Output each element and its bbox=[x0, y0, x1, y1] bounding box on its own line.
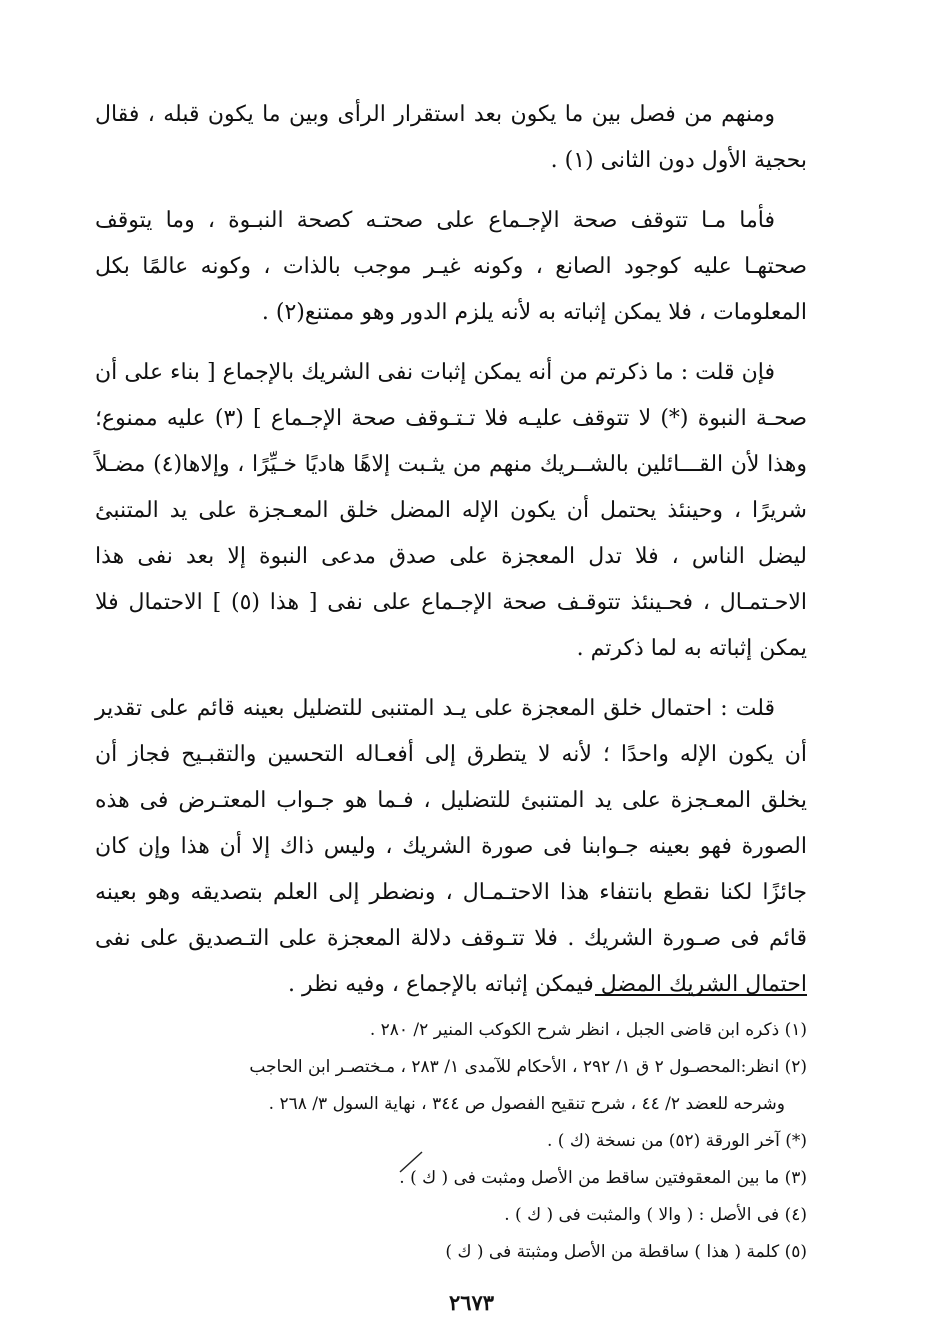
footnote bbox=[95, 1012, 807, 1049]
footnote-continuation: وشرحه للعضد ٢/ ٤٤ ، شرح تنقيح الفصول ص ٣٤٤ ، نهاية السول ٣/ ٢٦٨ . bbox=[268, 1094, 785, 1114]
page-number: ٢٦٧٣ bbox=[448, 1290, 495, 1315]
footnote bbox=[95, 1049, 807, 1123]
main-text bbox=[95, 92, 807, 1022]
footnote-text: (٢) انظر:المحصـول ٢ ق ١/ ٢٩٢ ، الأحكام للآمدى ١/ ٢٨٣ ، مـختصـر ابن الحاجب bbox=[249, 1057, 807, 1077]
footnote-text: (٥) كلمة ( هذا ) ساقطة من الأصل ومثبتة فى ( ك ) bbox=[445, 1242, 807, 1262]
paragraph: فأما مـا تتوقف صحة الإجـماع على صحتـه كصحة النبـوة ، وما يتوقف صحتهـا عليه كوجود الصانع ، وكونه غيـر موجب بالذات ، وكونه عالمًا بكل المعلومات ، فلا يمكن إثباته به لأنه يلزم الدور وهو ممتنع(٢) . bbox=[95, 208, 807, 325]
pen-mark bbox=[398, 1150, 424, 1174]
footnote-separator bbox=[595, 994, 807, 996]
footnote bbox=[95, 1123, 807, 1160]
paragraph: ومنهم من فصل بين ما يكون بعد استقرار الرأى وبين ما يكون قبله ، فقال بحجية الأول دون الثانى (١) . bbox=[95, 102, 807, 173]
footnotes bbox=[95, 1012, 807, 1271]
footnote-text: (١) ذكره ابن قاضى الجبل ، انظر شرح الكوكب المنير ٢/ ٢٨٠ . bbox=[369, 1020, 807, 1040]
footnote-text: (٣) ما بين المعقوفتين ساقط من الأصل ومثبت فى ( ك ) . bbox=[399, 1168, 807, 1188]
footnote bbox=[95, 1160, 807, 1197]
paragraph: فإن قلت : ما ذكرتم من أنه يمكن إثبات نفى الشريك بالإجماع [ بناء على أن صحـة النبوة (*) لا تتوقف عليـه فلا تـتـوقف صحة الإجـماع ] (٣) عليه ممنوع؛ وهذا لأن القـــائلين بالشــريك منهم من يثـبت إلاهًا هاديًا خـيِّرًا ، وإلاها(٤) مضـلاً شريرًا ، وحينئذ يحتمل أن يكون الإله المضل خلق المعـجزة على يد المتنبئ ليضل الناس ، فلا تدل المعجزة على صدق مدعى النبوة إلا بعد نفى هذا الاحـتمـال ، فحـينئذ تتوقـف صحة الإجـماع على نفى [ هذا (٥) ] الاحتمال فلا يمكن إثباته به لما ذكرتم . bbox=[95, 360, 807, 661]
footnote bbox=[95, 1234, 807, 1271]
footnote bbox=[95, 1197, 807, 1234]
paragraph: قلت : احتمال خلق المعجزة على يـد المتنبى للتضليل بعينه قائم على تقدير أن يكون الإله واحدًا ؛ لأنه لا يتطرق إلى أفعـاله التحسين والتقبـيح فجاز أن يخلق المعـجزة على يد المتنبئ للتضليل ، فـما هو جـواب المعتـرض فى هذه الصورة فهو بعينه جـوابنا فى صورة الشريك ، وليس ذاك إلا أن هذا وإن كان جائزًا لكنا نقطع بانتفاء هذا الاحتـمـال ، ونضطر إلى العلم بتصديقه وهو بعينه قائم فى صـورة الشريك . فلا تتـوقف دلالة المعجزة على التـصديق على نفى احتمال الشريك المضل فيمكن إثباته بالإجماع ، وفيه نظر . bbox=[95, 696, 807, 997]
footnote-text: (*) آخر الورقة (٥٢) من نسخة (ك ) . bbox=[547, 1131, 807, 1151]
footnote-text: (٤) فى الأصل : ( والا ) والمثبت فى ( ك ) . bbox=[504, 1205, 807, 1225]
